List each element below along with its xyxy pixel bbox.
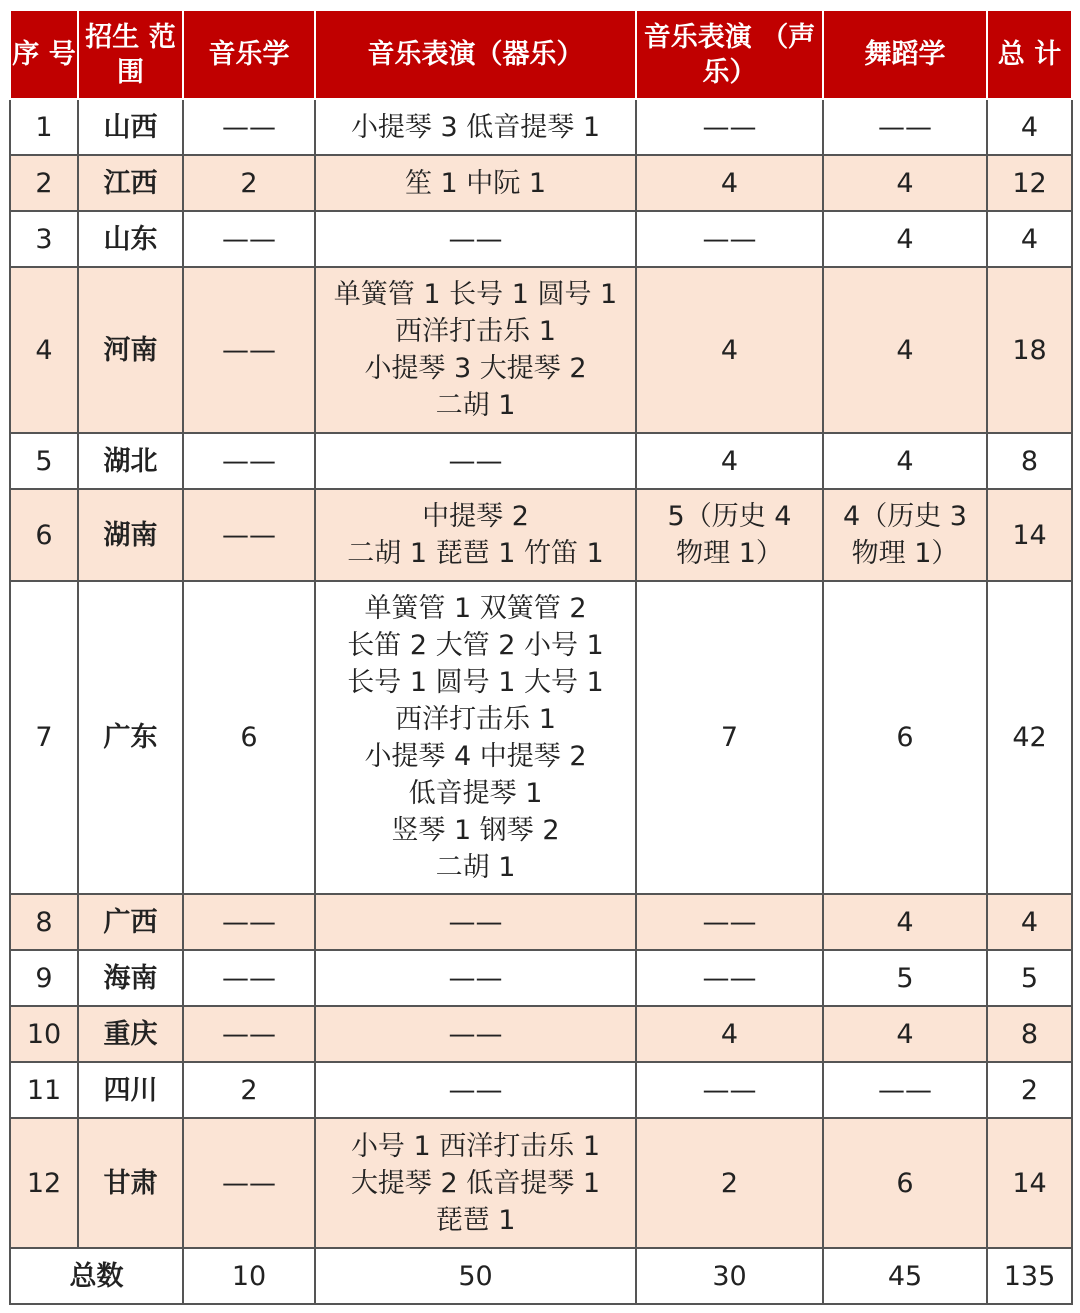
cell-vocal-line: 4 (720, 445, 739, 477)
header-row (10, 10, 1072, 99)
cell-dance (823, 155, 987, 211)
totals-dance: 45 (823, 1248, 987, 1304)
cell-musicology (183, 267, 315, 433)
header-musicology (183, 10, 315, 99)
cell-dance-line: 4 (896, 334, 914, 366)
cell-instrumental (315, 155, 636, 211)
cell-instrumental-line: 低音提琴 1 (408, 777, 543, 809)
cell-vocal-line: 4 (720, 334, 739, 366)
cell-dance (823, 950, 987, 1006)
cell-dance (823, 99, 987, 155)
header-region (78, 10, 183, 99)
table-row (10, 267, 1072, 433)
cell-instrumental-line: 琵琶 1 (435, 1204, 516, 1236)
cell-instrumental (315, 894, 636, 950)
cell-vocal (636, 211, 823, 267)
cell-musicology (183, 489, 315, 581)
cell-musicology-line: —— (222, 1167, 276, 1199)
totals-label: 总数 (10, 1248, 183, 1304)
header-total-line: 计 (1034, 39, 1062, 70)
cell-total: 4 (987, 99, 1072, 155)
cell-vocal-line: —— (702, 1074, 757, 1106)
cell-province: 山西 (78, 99, 183, 155)
cell-musicology-line: 6 (240, 722, 258, 753)
cell-vocal (636, 267, 823, 433)
table-row (10, 489, 1072, 581)
cell-musicology (183, 99, 315, 155)
cell-vocal-line: 2 (720, 1167, 739, 1199)
cell-instrumental-line: 小提琴 3 大提琴 2 (364, 353, 587, 384)
cell-dance-line: 6 (896, 722, 914, 753)
header-vocal-line: 音乐表演 (643, 21, 752, 53)
header-instrumental-line: 音乐表演（器乐） (367, 39, 584, 70)
cell-instrumental (315, 267, 636, 433)
table-row (10, 1006, 1072, 1062)
cell-province: 广东 (78, 581, 183, 894)
header-region-line: 范围 (117, 21, 176, 88)
table-row (10, 1118, 1072, 1248)
cell-dance-line: 4 (896, 1018, 914, 1050)
cell-musicology-line: —— (222, 223, 276, 255)
header-dance (823, 10, 987, 99)
cell-total: 2 (987, 1062, 1072, 1118)
cell-instrumental-line: —— (448, 906, 503, 938)
cell-no: 6 (10, 489, 78, 581)
cell-vocal-line: 物理 1） (676, 538, 783, 569)
cell-dance (823, 581, 987, 894)
cell-total: 14 (987, 1118, 1072, 1248)
cell-instrumental-line: 小提琴 4 中提琴 2 (364, 740, 587, 772)
cell-no: 1 (10, 99, 78, 155)
cell-musicology (183, 211, 315, 267)
totals-row (10, 1248, 1072, 1304)
cell-province: 湖北 (78, 433, 183, 489)
cell-no: 7 (10, 581, 78, 894)
cell-no: 3 (10, 211, 78, 267)
table-row (10, 894, 1072, 950)
cell-vocal (636, 1062, 823, 1118)
cell-instrumental (315, 1118, 636, 1248)
cell-musicology-line: —— (222, 1018, 276, 1050)
cell-dance-line: 4 (896, 445, 914, 477)
cell-vocal-line: 4 (720, 1018, 739, 1050)
cell-vocal-line: 5（历史 4 (667, 501, 792, 532)
cell-musicology (183, 1006, 315, 1062)
cell-total: 4 (987, 894, 1072, 950)
cell-instrumental-line: 二胡 1 (435, 851, 516, 883)
cell-musicology-line: —— (222, 445, 276, 477)
cell-instrumental-line: —— (448, 223, 503, 255)
cell-dance (823, 1118, 987, 1248)
cell-province: 广西 (78, 894, 183, 950)
header-total-line: 总 (997, 39, 1025, 70)
cell-province: 四川 (78, 1062, 183, 1118)
totals-total: 135 (987, 1248, 1072, 1304)
cell-dance (823, 894, 987, 950)
cell-vocal (636, 1118, 823, 1248)
cell-vocal-line: 4 (720, 167, 739, 199)
cell-no: 9 (10, 950, 78, 1006)
cell-vocal (636, 950, 823, 1006)
cell-instrumental-line: 长笛 2 大管 2 小号 1 (347, 629, 604, 661)
cell-dance-line: 4 (896, 167, 914, 199)
cell-musicology (183, 581, 315, 894)
cell-total: 12 (987, 155, 1072, 211)
totals-instrumental: 50 (315, 1248, 636, 1304)
cell-instrumental-line: 单簧管 1 长号 1 圆号 1 (333, 279, 618, 310)
cell-instrumental (315, 489, 636, 581)
table-row (10, 1062, 1072, 1118)
cell-instrumental-line: 中提琴 2 (422, 501, 529, 532)
header-no-line: 序 (12, 39, 40, 70)
cell-musicology-line: —— (222, 334, 276, 366)
cell-total: 5 (987, 950, 1072, 1006)
cell-instrumental-line: 西洋打击乐 1 (395, 316, 556, 347)
cell-total: 4 (987, 211, 1072, 267)
table-row (10, 433, 1072, 489)
cell-vocal-line: —— (702, 223, 757, 255)
header-musicology-line: 音乐学 (208, 39, 290, 70)
cell-musicology (183, 155, 315, 211)
cell-no: 12 (10, 1118, 78, 1248)
cell-musicology (183, 950, 315, 1006)
cell-musicology-line: 2 (240, 1074, 258, 1106)
cell-vocal (636, 1006, 823, 1062)
cell-province: 湖南 (78, 489, 183, 581)
cell-province: 江西 (78, 155, 183, 211)
cell-musicology-line: —— (222, 519, 276, 551)
enrollment-table-container (9, 9, 1073, 1305)
cell-musicology (183, 1118, 315, 1248)
cell-province: 山东 (78, 211, 183, 267)
cell-vocal (636, 155, 823, 211)
cell-dance-line: 4 (896, 906, 914, 938)
cell-dance-line: 6 (896, 1167, 914, 1199)
cell-dance (823, 489, 987, 581)
cell-musicology-line: —— (222, 111, 276, 143)
cell-vocal-line: —— (702, 111, 757, 143)
totals-musicology: 10 (183, 1248, 315, 1304)
cell-instrumental-line: 笙 1 中阮 1 (404, 167, 547, 199)
cell-total: 14 (987, 489, 1072, 581)
cell-province: 甘肃 (78, 1118, 183, 1248)
cell-instrumental (315, 950, 636, 1006)
cell-total: 42 (987, 581, 1072, 894)
cell-instrumental-line: 单簧管 1 双簧管 2 (364, 592, 587, 624)
cell-musicology (183, 894, 315, 950)
cell-dance-line: —— (878, 1074, 932, 1106)
header-vocal-line: （声乐） (702, 21, 816, 88)
table-row (10, 155, 1072, 211)
header-no (10, 10, 78, 99)
cell-vocal (636, 489, 823, 581)
cell-no: 2 (10, 155, 78, 211)
header-region-line: 招生 (85, 21, 140, 53)
cell-instrumental-line: 小提琴 3 低音提琴 1 (350, 111, 601, 143)
cell-musicology-line: 2 (240, 167, 258, 199)
cell-instrumental-line: 二胡 1 琵琶 1 竹笛 1 (347, 538, 604, 569)
cell-instrumental (315, 99, 636, 155)
cell-no: 10 (10, 1006, 78, 1062)
cell-total: 18 (987, 267, 1072, 433)
cell-instrumental (315, 1006, 636, 1062)
cell-province: 重庆 (78, 1006, 183, 1062)
cell-instrumental-line: 竖琴 1 钢琴 2 (391, 814, 560, 846)
cell-dance-line: 4 (896, 223, 914, 255)
cell-dance-line: —— (878, 111, 932, 143)
cell-vocal (636, 894, 823, 950)
table-row (10, 211, 1072, 267)
cell-musicology-line: —— (222, 906, 276, 938)
cell-instrumental (315, 581, 636, 894)
header-total (987, 10, 1072, 99)
cell-vocal (636, 99, 823, 155)
cell-dance (823, 1006, 987, 1062)
table-row (10, 950, 1072, 1006)
header-dance-line: 舞蹈学 (864, 39, 946, 70)
cell-instrumental-line: 西洋打击乐 1 (395, 703, 556, 735)
cell-instrumental-line: 长号 1 圆号 1 大号 1 (347, 666, 604, 698)
table-body (10, 99, 1072, 1248)
cell-instrumental-line: —— (448, 1018, 503, 1050)
cell-no: 11 (10, 1062, 78, 1118)
cell-vocal-line: —— (702, 906, 757, 938)
header-instrumental (315, 10, 636, 99)
cell-musicology (183, 433, 315, 489)
cell-province: 河南 (78, 267, 183, 433)
cell-dance-line: 物理 1） (851, 538, 959, 569)
cell-instrumental (315, 1062, 636, 1118)
cell-total: 8 (987, 1006, 1072, 1062)
cell-dance-line: 4（历史 3 (843, 501, 967, 532)
cell-total: 8 (987, 433, 1072, 489)
cell-instrumental (315, 433, 636, 489)
cell-instrumental-line: 小号 1 西洋打击乐 1 (350, 1130, 601, 1162)
enrollment-table (9, 9, 1073, 1305)
cell-dance (823, 211, 987, 267)
cell-dance (823, 267, 987, 433)
cell-dance (823, 1062, 987, 1118)
table-row (10, 581, 1072, 894)
cell-province: 海南 (78, 950, 183, 1006)
cell-no: 4 (10, 267, 78, 433)
cell-vocal-line: —— (702, 962, 757, 994)
cell-musicology (183, 1062, 315, 1118)
cell-vocal-line: 7 (720, 722, 739, 753)
header-no-line: 号 (48, 39, 76, 70)
cell-musicology-line: —— (222, 962, 276, 994)
header-vocal (636, 10, 823, 99)
cell-instrumental (315, 211, 636, 267)
cell-instrumental-line: —— (448, 445, 503, 477)
cell-instrumental-line: 二胡 1 (435, 390, 516, 421)
cell-vocal (636, 581, 823, 894)
cell-instrumental-line: —— (448, 962, 503, 994)
cell-dance (823, 433, 987, 489)
cell-no: 8 (10, 894, 78, 950)
table-row (10, 99, 1072, 155)
cell-vocal (636, 433, 823, 489)
cell-dance-line: 5 (896, 962, 914, 994)
cell-instrumental-line: 大提琴 2 低音提琴 1 (350, 1167, 601, 1199)
cell-no: 5 (10, 433, 78, 489)
cell-instrumental-line: —— (448, 1074, 503, 1106)
totals-vocal: 30 (636, 1248, 823, 1304)
